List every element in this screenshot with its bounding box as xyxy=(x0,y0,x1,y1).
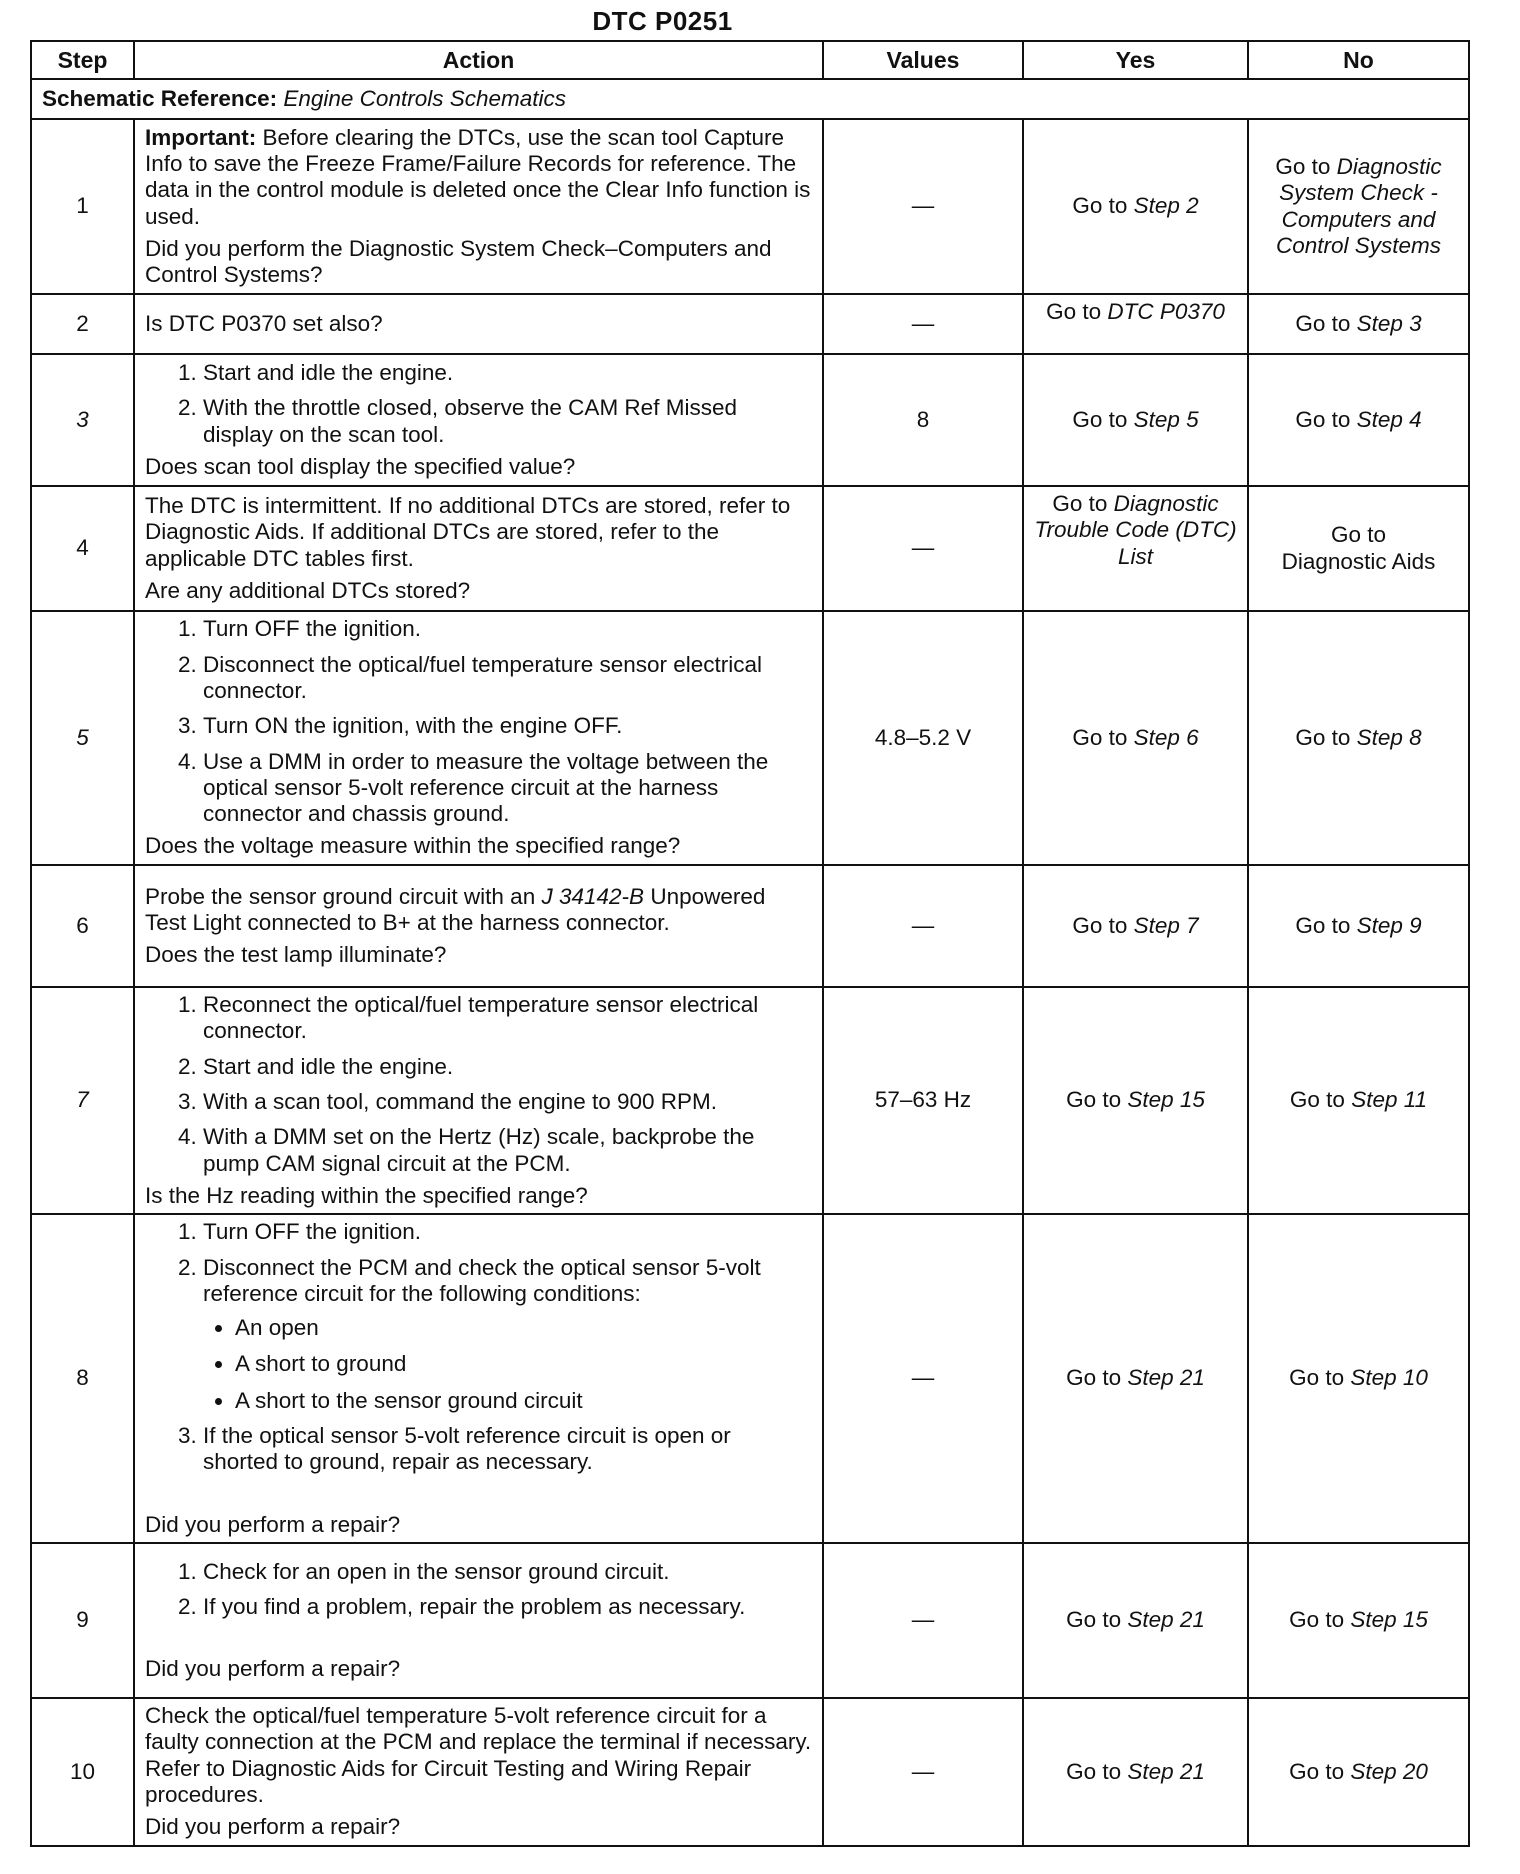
no-action[interactable] xyxy=(1248,987,1469,1214)
action-step: 2. Start and idle the engine. xyxy=(203,1054,812,1080)
yes-action[interactable] xyxy=(1023,987,1248,1214)
condition-list xyxy=(203,1315,812,1414)
action-step: 1. Turn OFF the ignition. xyxy=(203,1219,812,1245)
action-step: 1. Start and idle the engine. xyxy=(203,360,812,386)
important-text: Before clearing the DTCs, use the scan tool Capture Info to save the Freeze Frame/Failure Records for reference. The data in the control module is deleted once the Clear Info function is used. xyxy=(145,124,811,229)
action-cell xyxy=(134,354,823,486)
action-cell xyxy=(134,1698,823,1846)
question: Did you perform a repair? xyxy=(145,1656,401,1682)
action-steps xyxy=(145,1219,812,1476)
yes-ref: Step 21 xyxy=(1127,1607,1205,1633)
step-number: 10 xyxy=(31,1698,134,1846)
action-cell xyxy=(134,486,823,611)
header-row xyxy=(31,41,1469,79)
action-step: 1. Check for an open in the sensor ground circuit. xyxy=(203,1559,812,1585)
go-to-label: Go to xyxy=(1295,912,1351,938)
action-step: 4. Use a DMM in order to measure the voltage between the optical sensor 5-volt reference circuit at the harness connector and chassis ground. xyxy=(203,749,812,828)
important-label: Important: xyxy=(145,124,257,150)
schematic-reference-row xyxy=(31,79,1469,119)
table-row xyxy=(31,865,1469,987)
yes-action[interactable] xyxy=(1023,1214,1248,1543)
go-to-label: Go to xyxy=(1066,1607,1122,1633)
go-to-label: Go to xyxy=(1046,299,1102,324)
action-text-part: Probe the sensor ground circuit with an xyxy=(145,883,536,909)
no-action[interactable] xyxy=(1248,1214,1469,1543)
yes-action[interactable] xyxy=(1023,119,1248,294)
go-to-label: Go to xyxy=(1295,310,1351,336)
no-ref: Diagnostic Aids xyxy=(1281,548,1436,574)
schematic-label: Schematic Reference: xyxy=(42,85,278,111)
action-steps xyxy=(145,360,812,448)
table-row xyxy=(31,1698,1469,1846)
yes-ref: DTC P0370 xyxy=(1107,299,1225,324)
step-number: 7 xyxy=(31,987,134,1214)
value: 8 xyxy=(823,354,1023,486)
no-ref: Step 9 xyxy=(1356,912,1422,938)
go-to-label: Go to xyxy=(1289,1607,1345,1633)
table-row xyxy=(31,486,1469,611)
value: — xyxy=(823,486,1023,611)
value: — xyxy=(823,1214,1023,1543)
value: 57–63 Hz xyxy=(823,987,1023,1214)
go-to-label: Go to xyxy=(1052,491,1108,516)
action-cell xyxy=(134,294,823,354)
condition-item: • A short to the sensor ground circuit xyxy=(235,1388,812,1414)
action-step: 4. With a DMM set on the Hertz (Hz) scale, backprobe the pump CAM signal circuit at the PCM. xyxy=(203,1124,812,1177)
go-to-label: Go to xyxy=(1066,1365,1122,1391)
yes-ref: Step 6 xyxy=(1133,724,1199,750)
question: Does the test lamp illuminate? xyxy=(145,942,447,968)
step-number: 9 xyxy=(31,1543,134,1698)
value: — xyxy=(823,1698,1023,1846)
action-cell xyxy=(134,611,823,865)
go-to-label: Go to xyxy=(1295,724,1351,750)
go-to-label: Go to xyxy=(1289,1365,1345,1391)
schematic-reference xyxy=(31,79,1469,119)
question: Is DTC P0370 set also? xyxy=(145,310,383,336)
go-to-label: Go to xyxy=(1066,1758,1122,1784)
table-row xyxy=(31,1214,1469,1543)
question: Are any additional DTCs stored? xyxy=(145,577,471,603)
no-ref: Step 3 xyxy=(1356,310,1422,336)
question: Does scan tool display the specified value? xyxy=(145,453,576,479)
yes-ref: Step 5 xyxy=(1133,406,1199,432)
action-cell xyxy=(134,865,823,987)
value: — xyxy=(823,1543,1023,1698)
action-cell xyxy=(134,1543,823,1698)
header-action: Action xyxy=(134,41,823,79)
go-to-label: Go to xyxy=(1072,724,1128,750)
tool-number: J 34142-B xyxy=(541,883,645,909)
important-note xyxy=(145,125,812,230)
no-ref: Step 15 xyxy=(1350,1607,1428,1633)
no-action[interactable] xyxy=(1248,1698,1469,1846)
action-text: Check the optical/fuel temperature 5-volt reference circuit for a faulty connection at the PCM and replace the terminal if necessary. Refer to Diagnostic Aids for Circuit Testing and Wiring Repair procedures. xyxy=(145,1703,812,1807)
table-row xyxy=(31,1543,1469,1698)
spacer xyxy=(145,1626,812,1656)
go-to-label: Go to xyxy=(1072,406,1128,432)
yes-action[interactable] xyxy=(1023,354,1248,486)
action-step: 1. Reconnect the optical/fuel temperature sensor electrical connector. xyxy=(203,992,812,1045)
question: Does the voltage measure within the specified range? xyxy=(145,833,681,859)
yes-action[interactable] xyxy=(1023,294,1248,354)
no-ref: Step 8 xyxy=(1356,724,1422,750)
table-row xyxy=(31,119,1469,294)
yes-action[interactable] xyxy=(1023,611,1248,865)
header-no: No xyxy=(1248,41,1469,79)
go-to-label: Go to xyxy=(1330,522,1387,548)
action-step-text: Disconnect the PCM and check the optical sensor 5-volt reference circuit for the following conditions: xyxy=(203,1254,761,1306)
action-step: 3. If the optical sensor 5-volt reference circuit is open or shorted to ground, repair as necessary. xyxy=(203,1423,812,1476)
action-step: 3. Turn ON the ignition, with the engine OFF. xyxy=(203,713,812,739)
go-to-label: Go to xyxy=(1066,1087,1122,1113)
yes-ref: Step 21 xyxy=(1127,1365,1205,1391)
no-ref: Diagnostic System Check - Computers and Control Systems xyxy=(1275,153,1442,258)
go-to-label: Go to xyxy=(1275,153,1331,179)
yes-ref: Step 2 xyxy=(1133,193,1199,219)
go-to-label: Go to xyxy=(1289,1758,1345,1784)
value: — xyxy=(823,294,1023,354)
step-number: 3 xyxy=(31,354,134,486)
go-to-label: Go to xyxy=(1289,1087,1345,1113)
action-step: 2. If you find a problem, repair the problem as necessary. xyxy=(203,1594,812,1620)
yes-ref: Step 21 xyxy=(1127,1758,1205,1784)
step-number: 8 xyxy=(31,1214,134,1543)
condition-item: • A short to ground xyxy=(235,1351,812,1377)
go-to-label: Go to xyxy=(1072,912,1128,938)
go-to-label: Go to xyxy=(1072,193,1128,219)
step-number: 2 xyxy=(31,294,134,354)
yes-ref: Step 15 xyxy=(1127,1087,1205,1113)
header-values: Values xyxy=(823,41,1023,79)
table-row xyxy=(31,987,1469,1214)
action-step: 1. Turn OFF the ignition. xyxy=(203,616,812,642)
action-step: 3. With a scan tool, command the engine to 900 RPM. xyxy=(203,1089,812,1115)
no-ref: Step 11 xyxy=(1351,1087,1428,1113)
value: — xyxy=(823,119,1023,294)
action-text: The DTC is intermittent. If no additional DTCs are stored, refer to Diagnostic Aids. If additional DTCs are stored, refer to the applicable DTC tables first. xyxy=(145,492,791,571)
condition-item: • An open xyxy=(235,1315,812,1341)
table-row xyxy=(31,611,1469,865)
spacer xyxy=(145,1482,812,1512)
no-action[interactable] xyxy=(1248,1543,1469,1698)
header-step: Step xyxy=(31,41,134,79)
action-steps xyxy=(145,1559,812,1621)
step-number: 5 xyxy=(31,611,134,865)
step-number: 1 xyxy=(31,119,134,294)
action-step: 2. Disconnect the optical/fuel temperature sensor electrical connector. xyxy=(203,652,812,705)
no-action[interactable] xyxy=(1248,294,1469,354)
question: Did you perform the Diagnostic System Check–Computers and Control Systems? xyxy=(145,235,772,288)
table-row xyxy=(31,294,1469,354)
no-ref: Step 20 xyxy=(1350,1758,1428,1784)
yes-ref: Step 7 xyxy=(1133,912,1199,938)
yes-ref: Diagnostic Trouble Code (DTC) List xyxy=(1034,491,1237,569)
question: Is the Hz reading within the specified range? xyxy=(145,1182,588,1208)
action-cell xyxy=(134,1214,823,1543)
question: Did you perform a repair? xyxy=(145,1814,401,1840)
go-to-label: Go to xyxy=(1295,406,1351,432)
value: — xyxy=(823,865,1023,987)
value: 4.8–5.2 V xyxy=(823,611,1023,865)
step-number: 6 xyxy=(31,865,134,987)
no-ref: Step 4 xyxy=(1356,406,1422,432)
yes-action[interactable] xyxy=(1023,1698,1248,1846)
page-title: DTC P0251 xyxy=(592,6,733,36)
yes-action[interactable] xyxy=(1023,1543,1248,1698)
no-action[interactable] xyxy=(1248,611,1469,865)
action-text xyxy=(145,884,812,937)
action-text-part: Unpowered Test Light connected to B+ at the harness connector. xyxy=(145,883,766,935)
question: Did you perform a repair? xyxy=(145,1511,401,1537)
action-steps xyxy=(145,992,812,1177)
header-yes: Yes xyxy=(1023,41,1248,79)
table-row xyxy=(31,354,1469,486)
action-cell xyxy=(134,987,823,1214)
no-action[interactable] xyxy=(1248,354,1469,486)
no-ref: Step 10 xyxy=(1350,1365,1428,1391)
action-cell xyxy=(134,119,823,294)
action-steps xyxy=(145,616,812,827)
no-action[interactable] xyxy=(1248,865,1469,987)
no-action[interactable] xyxy=(1248,486,1469,611)
yes-action[interactable] xyxy=(1023,865,1248,987)
diagnostic-table xyxy=(30,40,1470,1847)
step-number: 4 xyxy=(31,486,134,611)
schematic-link[interactable]: Engine Controls Schematics xyxy=(283,85,567,111)
yes-action[interactable] xyxy=(1023,486,1248,611)
action-step: 2. With the throttle closed, observe the CAM Ref Missed display on the scan tool. xyxy=(203,395,812,448)
action-step xyxy=(203,1255,812,1415)
no-action[interactable] xyxy=(1248,119,1469,294)
